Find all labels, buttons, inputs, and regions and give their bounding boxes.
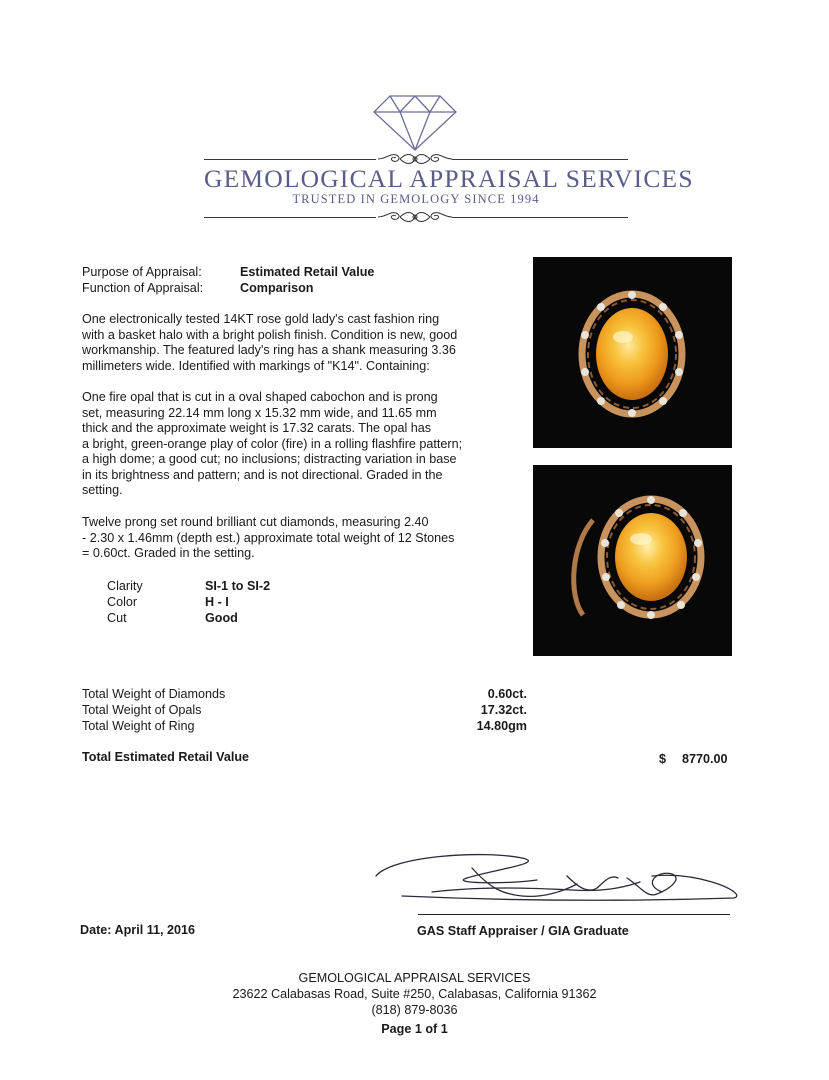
opal-description bbox=[82, 390, 502, 499]
text-line: One electronically tested 14KT rose gold lady's cast fashion ring bbox=[82, 312, 440, 326]
text-line: a bright, green-orange play of color (fire) in a rolling flashfire pattern; bbox=[82, 436, 463, 451]
opal-ring-top-illustration bbox=[533, 257, 732, 448]
currency-symbol: $ bbox=[659, 752, 667, 766]
text-line: in its brightness and pattern; and is not directional. Graded in the bbox=[82, 467, 443, 482]
text-line: Twelve prong set round brilliant cut diamonds, measuring 2.40 bbox=[82, 515, 429, 529]
signature-line bbox=[418, 914, 730, 915]
text-line: - 2.30 x 1.46mm (depth est.) approximate total weight of 12 Stones bbox=[82, 530, 455, 545]
handwritten-signature bbox=[372, 848, 742, 920]
text-line: thick and the approximate weight is 17.32 carats. The opal has bbox=[82, 421, 432, 435]
header-bottom-rule-left bbox=[204, 217, 376, 218]
text-line: workmanship. The featured lady's ring has a shank measuring 3.36 bbox=[82, 343, 456, 357]
cut-label: Cut bbox=[107, 611, 127, 625]
text-line: with a basket halo with a bright polish finish. Condition is new, good bbox=[82, 327, 458, 342]
footer-address: 23622 Calabasas Road, Suite #250, Calabasas, California 91362 bbox=[232, 987, 597, 1001]
diamond-outline-icon bbox=[372, 92, 458, 152]
cut-value: Good bbox=[205, 611, 238, 625]
opal-ring-side-illustration bbox=[533, 465, 732, 656]
function-value: Comparison bbox=[240, 281, 314, 295]
text-line: = 0.60ct. Graded in the setting. bbox=[82, 546, 255, 560]
company-name: GEMOLOGICAL APPRAISAL SERVICES bbox=[204, 164, 694, 193]
appraisal-date: Date: April 11, 2016 bbox=[80, 923, 196, 937]
clarity-label: Clarity bbox=[107, 579, 143, 593]
footer-company: GEMOLOGICAL APPRAISAL SERVICES bbox=[298, 971, 531, 985]
ring-photo-top-view bbox=[533, 257, 732, 448]
page-number: Page 1 of 1 bbox=[381, 1022, 448, 1036]
retail-value-amount: 8770.00 bbox=[682, 752, 728, 766]
color-value: H - I bbox=[205, 595, 229, 609]
color-label: Color bbox=[107, 595, 138, 609]
ring-photo-side-view bbox=[533, 465, 732, 656]
total-diamonds-value: 0.60ct. bbox=[487, 687, 527, 701]
ring-description bbox=[82, 312, 502, 374]
retail-value-label: Total Estimated Retail Value bbox=[82, 750, 250, 764]
text-line: setting. bbox=[82, 483, 123, 497]
purpose-value: Estimated Retail Value bbox=[240, 265, 375, 279]
total-ring-value: 14.80gm bbox=[476, 719, 527, 733]
company-tagline: TRUSTED IN GEMOLOGY SINCE 1994 bbox=[292, 192, 540, 206]
clarity-value: SI-1 to SI-2 bbox=[205, 579, 271, 593]
text-line: set, measuring 22.14 mm long x 15.32 mm wide, and 11.65 mm bbox=[82, 405, 437, 420]
text-line: One fire opal that is cut in a oval shaped cabochon and is prong bbox=[82, 390, 438, 404]
header-top-rule-right bbox=[452, 159, 628, 160]
signer-title: GAS Staff Appraiser / GIA Graduate bbox=[417, 924, 629, 938]
total-opals-label: Total Weight of Opals bbox=[82, 703, 202, 717]
footer-phone: (818) 879-8036 bbox=[371, 1003, 458, 1017]
function-label: Function of Appraisal: bbox=[82, 281, 204, 295]
scroll-flourish-icon bbox=[376, 209, 454, 225]
total-opals-value: 17.32ct. bbox=[480, 703, 527, 717]
header-bottom-rule-right bbox=[452, 217, 628, 218]
text-line: millimeters wide. Identified with markings of "K14". Containing: bbox=[82, 358, 430, 373]
header-top-rule-left bbox=[204, 159, 376, 160]
purpose-label: Purpose of Appraisal: bbox=[82, 265, 202, 279]
total-diamonds-label: Total Weight of Diamonds bbox=[82, 687, 226, 701]
diamond-description bbox=[82, 515, 502, 562]
total-ring-label: Total Weight of Ring bbox=[82, 719, 195, 733]
text-line: a high dome; a good cut; no inclusions; distracting variation in base bbox=[82, 452, 457, 466]
